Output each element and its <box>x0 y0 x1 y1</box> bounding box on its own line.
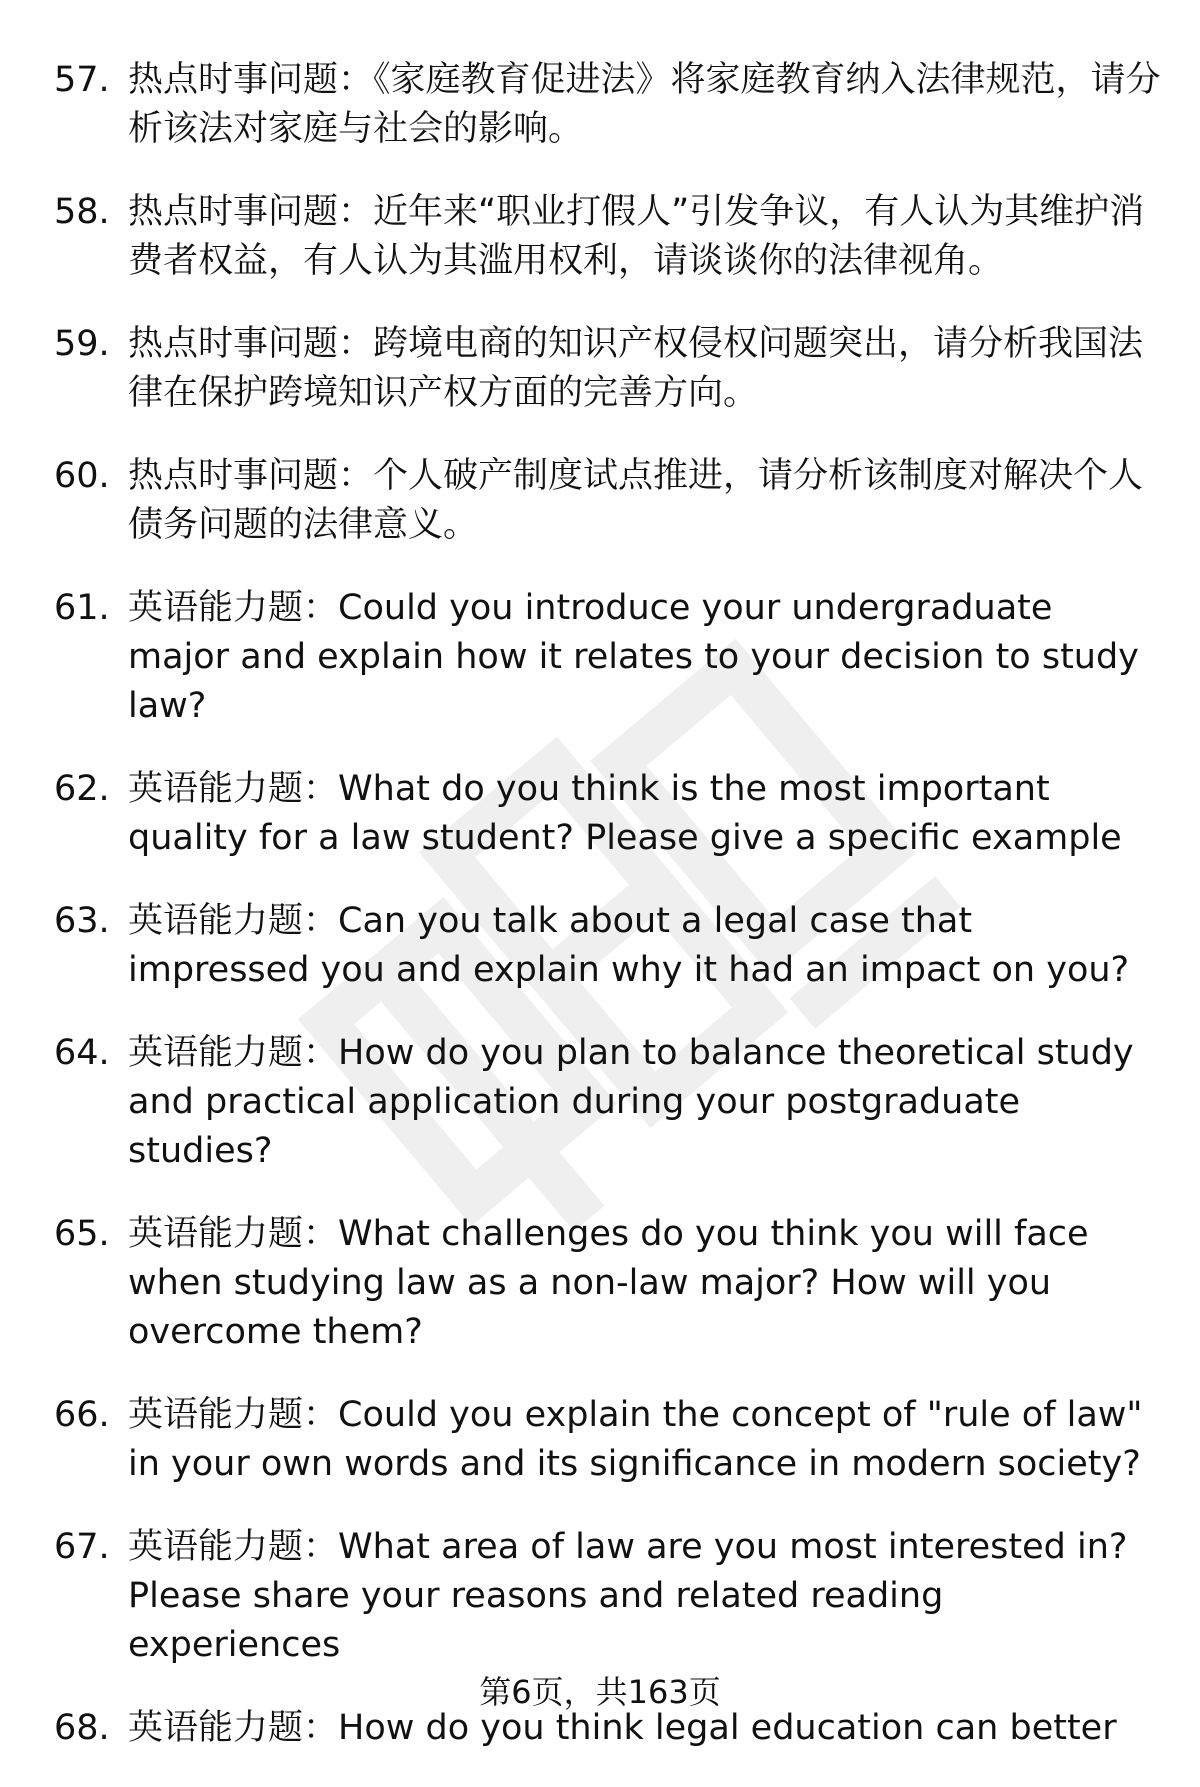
question-number: 65. <box>54 1214 110 1254</box>
question-body <box>128 56 1164 154</box>
question-body <box>128 897 1164 995</box>
question-number: 61. <box>54 588 110 628</box>
question-body <box>128 1210 1164 1357</box>
question-category: 英语能力题 <box>128 1395 304 1435</box>
question-separator: ： <box>303 1214 339 1254</box>
question-separator: ： <box>303 1395 339 1435</box>
question-number: 67. <box>54 1527 110 1567</box>
question-text: What challenges do you think you will face when studying law as a non-law major? How will you overcome them? <box>128 1214 1089 1352</box>
question-text: 个人破产制度试点推进，请分析该制度对解决个人债务问题的法律意义。 <box>128 456 1144 545</box>
question-text: Can you talk about a legal case that impressed you and explain why it had an impact on you? <box>128 901 1130 990</box>
question-category: 英语能力题 <box>128 901 304 941</box>
question-text: How do you plan to balance theoretical study and practical application during your postgraduate studies? <box>128 1033 1134 1171</box>
question-number: 64. <box>54 1033 110 1073</box>
question-body <box>128 765 1164 863</box>
question-text: How do you think legal education can better <box>338 1708 1117 1748</box>
question-text: 《家庭教育促进法》将家庭教育纳入法律规范，请分析该法对家庭与社会的影响。 <box>128 60 1161 149</box>
page-footer <box>0 1670 1200 1714</box>
question-text: Could you explain the concept of "rule of law" in your own words and its significance in modern society? <box>128 1395 1143 1484</box>
list-item <box>54 320 1164 418</box>
list-item <box>54 188 1164 286</box>
question-category: 英语能力题 <box>128 1214 304 1254</box>
question-number: 60. <box>54 456 110 496</box>
question-category: 热点时事问题 <box>128 60 339 100</box>
question-category: 英语能力题 <box>128 588 304 628</box>
question-separator: ： <box>338 60 374 100</box>
question-separator: ： <box>303 1033 339 1073</box>
question-body <box>128 188 1164 286</box>
question-body <box>128 1391 1164 1489</box>
question-number: 58. <box>54 192 110 232</box>
question-list <box>54 56 1164 1787</box>
question-category: 热点时事问题 <box>128 456 339 496</box>
question-text: 近年来“职业打假人”引发争议，有人认为其维护消费者权益，有人认为其滥用权利，请谈谈你的法律视角。 <box>128 192 1145 281</box>
question-number: 59. <box>54 324 110 364</box>
question-text: 跨境电商的知识产权侵权问题突出，请分析我国法律在保护跨境知识产权方面的完善方向。 <box>128 324 1144 413</box>
question-category: 英语能力题 <box>128 1033 304 1073</box>
question-separator: ： <box>338 324 374 364</box>
question-separator: ： <box>303 1708 339 1748</box>
question-body <box>128 320 1164 418</box>
page-number-label: 第6页，共163页 <box>479 1673 721 1711</box>
question-text: What area of law are you most interested in? Please share your reasons and related reading experiences <box>128 1527 1128 1665</box>
question-separator: ： <box>338 192 374 232</box>
list-item <box>54 897 1164 995</box>
question-separator: ： <box>303 769 339 809</box>
question-body <box>128 1029 1164 1176</box>
question-number: 66. <box>54 1395 110 1435</box>
question-text: What do you think is the most important quality for a law student? Please give a specific example <box>128 769 1122 858</box>
list-item <box>54 1029 1164 1176</box>
list-item <box>54 452 1164 550</box>
question-separator: ： <box>303 588 339 628</box>
question-body <box>128 584 1164 731</box>
question-number: 62. <box>54 769 110 809</box>
question-number: 68. <box>54 1708 110 1748</box>
question-body <box>128 452 1164 550</box>
question-text: Could you introduce your undergraduate major and explain how it relates to your decision to study law? <box>128 588 1139 726</box>
question-category: 热点时事问题 <box>128 192 339 232</box>
question-category: 英语能力题 <box>128 1708 304 1748</box>
question-category: 英语能力题 <box>128 769 304 809</box>
question-number: 57. <box>54 60 110 100</box>
question-category: 热点时事问题 <box>128 324 339 364</box>
list-item <box>54 1210 1164 1357</box>
list-item <box>54 1523 1164 1670</box>
list-item <box>54 765 1164 863</box>
question-category: 英语能力题 <box>128 1527 304 1567</box>
question-separator: ： <box>303 1527 339 1567</box>
list-item <box>54 56 1164 154</box>
list-item <box>54 584 1164 731</box>
question-number: 63. <box>54 901 110 941</box>
question-separator: ： <box>338 456 374 496</box>
list-item <box>54 1391 1164 1489</box>
question-body <box>128 1523 1164 1670</box>
question-separator: ： <box>303 901 339 941</box>
